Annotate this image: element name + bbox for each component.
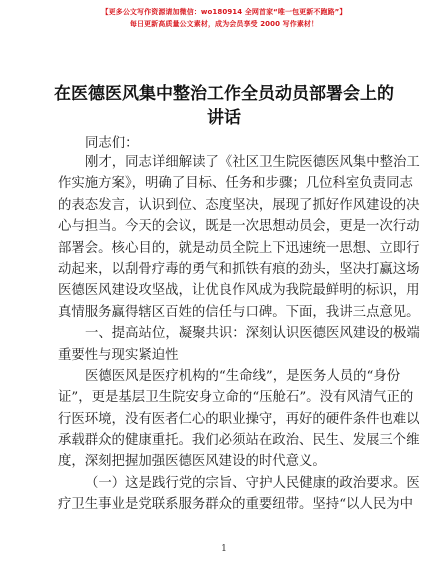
title-line-2: 讲话 [207,108,241,128]
body-line: 证”，更是基层卫生院安身立命的“压舱石”。没有风清气正的 [58,390,414,406]
body-line: 的表态发言，认识到位、态度坚决，展现了抓好作风建设的决 [58,197,420,213]
page-number: 1 [221,544,227,554]
body-line: （一）这是践行党的宗旨、守护人民健康的政治要求。医 [85,475,420,491]
greeting: 同志们： [85,136,139,151]
promo-banner-line-1: 【更多公文写作资源请加微信：wo180914 全网首家“唯一包更新不跑路”】 [101,8,347,16]
section-heading-line: 重要性与现实紧迫性 [58,347,179,363]
body-line: 医德医风是医疗机构的“生命线”，是医务人员的“身份 [85,368,401,384]
section-heading-line: 一、提高站位，凝聚共识：深刻认识医德医风建设的极端 [85,326,420,342]
title-line-1: 在医德医风集中整治工作全员动员部署会上的 [54,84,394,104]
promo-banner-line-2: 每日更新高质量公文素材，成为会员享受 2000 写作素材！ [129,20,319,28]
body-line: 度，深刻把握加强医德医风建设的时代意义。 [58,454,326,470]
body-line: 部署会。核心目的，就是动员全院上下迅速统一思想、立即行 [58,240,420,256]
body-line: 心与担当。今天的会议，既是一次思想动员会，更是一次行动 [58,219,420,235]
body-line: 医德医风建设攻坚战，让优良作风成为我院最鲜明的标识，用 [58,283,420,299]
body-line: 疗卫生事业是党联系服务群众的重要纽带。坚持“以人民为中 [58,497,413,513]
body-line: 承载群众的健康重托。我们必须站在政治、民生、发展三个维 [58,433,420,449]
body-line: 动起来，以刮骨疗毒的勇气和抓铁有痕的劲头，坚决打赢这场 [58,261,420,277]
document-body [58,152,420,516]
body-line: 刚才，同志详细解读了《社区卫生院医德医风集中整治工 [85,155,420,170]
body-line: 真情服务赢得辖区百姓的信任与口碑。下面，我讲三点意见。 [58,304,420,320]
body-line: 作实施方案》，明确了目标、任务和步骤；几位科室负责同志 [58,176,413,192]
document-title [48,82,400,130]
body-line: 行医环境，没有医者仁心的职业操守，再好的硬件条件也难以 [58,411,420,427]
